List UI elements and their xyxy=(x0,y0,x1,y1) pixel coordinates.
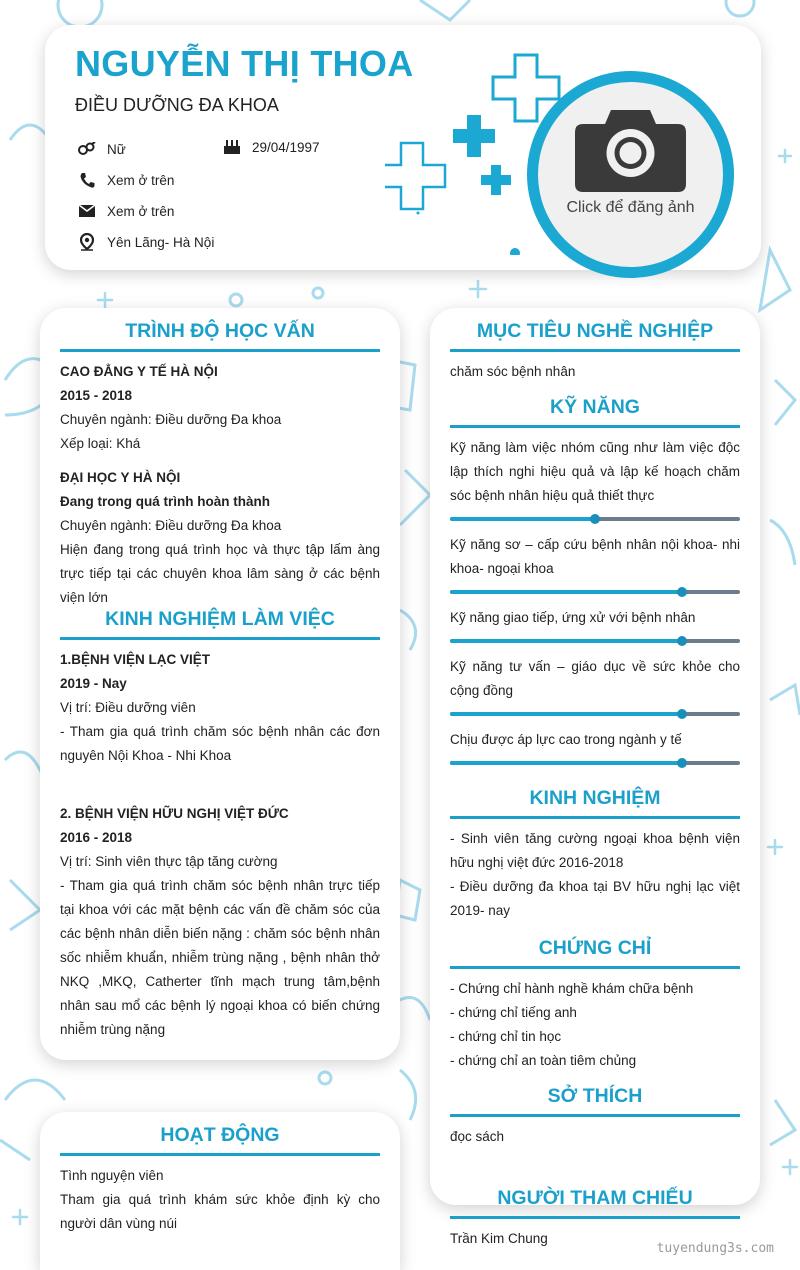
activity-title: HOẠT ĐỘNG xyxy=(60,1124,380,1156)
skill-bar-fill xyxy=(450,517,595,521)
work-entry xyxy=(60,648,380,768)
skill-item xyxy=(450,655,740,716)
skill-label: Kỹ năng sơ – cấp cứu bệnh nhân nội khoa- nhi khoa- ngoại khoa xyxy=(450,537,740,576)
school-major: Chuyên ngành: Điều dưỡng Đa khoa xyxy=(60,518,282,533)
education-title: TRÌNH ĐỘ HỌC VẤN xyxy=(60,320,380,352)
gender-value: Nữ xyxy=(107,141,126,157)
address-value: Yên Lãng- Hà Nội xyxy=(107,234,215,250)
references-text: Trần Kim Chung xyxy=(450,1231,548,1246)
work-section xyxy=(60,608,380,1042)
birthday-row xyxy=(223,138,320,156)
left-column-card xyxy=(40,308,400,1060)
objective-text: chăm sóc bệnh nhân xyxy=(450,364,576,379)
skill-bar-knob xyxy=(590,514,600,524)
hobbies-text: đọc sách xyxy=(450,1129,505,1144)
work-period: 2019 - Nay xyxy=(60,676,127,691)
certificates-list xyxy=(450,977,740,1073)
certificate-item: - chứng chỉ tin học xyxy=(450,1029,562,1044)
job-title: ĐIỀU DƯỠNG ĐA KHOA xyxy=(75,95,279,115)
photo-upload[interactable] xyxy=(527,71,734,278)
gender-row xyxy=(78,140,126,158)
camera-icon xyxy=(573,108,688,193)
activity-line: Tình nguyện viên xyxy=(60,1168,164,1183)
activity-content xyxy=(60,1164,380,1236)
objective-title: MỤC TIÊU NGHỀ NGHIỆP xyxy=(450,320,740,352)
skill-label: Kỹ năng tư vấn – giáo dục về sức khỏe cho cộng đồng xyxy=(450,659,740,698)
certificate-item: - chứng chỉ tiếng anh xyxy=(450,1005,577,1020)
birthday-value: 29/04/1997 xyxy=(252,139,320,155)
address-row xyxy=(78,233,214,251)
phone-icon xyxy=(78,171,96,189)
gender-icon xyxy=(78,140,96,158)
work-entry xyxy=(60,802,380,1042)
skill-bar xyxy=(450,590,740,594)
skill-bar xyxy=(450,517,740,521)
skill-label: Chịu được áp lực cao trong ngành y tế xyxy=(450,732,682,747)
certificates-title: CHỨNG CHỈ xyxy=(450,937,740,969)
education-section xyxy=(60,320,380,610)
work-title: KINH NGHIỆM LÀM VIỆC xyxy=(60,608,380,640)
birthday-cake-icon xyxy=(223,138,241,156)
experience-title: KINH NGHIỆM xyxy=(450,787,740,819)
photo-placeholder[interactable] xyxy=(538,82,723,267)
skill-bar-knob xyxy=(677,636,687,646)
school-period: Đang trong quá trình hoàn thành xyxy=(60,494,270,509)
school-major: Chuyên ngành: Điều dưỡng Đa khoa xyxy=(60,412,282,427)
experience-content xyxy=(450,827,740,923)
watermark: tuyendung3s.com xyxy=(656,1241,774,1256)
school-grade: Xếp loại: Khá xyxy=(60,436,141,451)
school-description: Hiện đang trong quá trình học và thực tập lấm àng trực tiếp tại các chuyên khoa lâm sàng ở các bệnh viện lớn xyxy=(60,542,380,605)
school-name: CAO ĐẲNG Y TẾ HÀ NỘI xyxy=(60,364,218,379)
work-description: - Tham gia quá trình chăm sóc bệnh nhân trực tiếp tại khoa với các mặt bệnh các vấn đề chăm sóc của các bệnh nhân diễn biến nặng : chăm sóc bệnh nhân sốc nhiễm khuẩn, nhiễm trùng nặng , bệnh nhân thở NKQ ,MKQ, Catherter tĩnh mạch trung tâm,bệnh nhân sau mổ các bệnh lý ngoại khoa có biến chứng nhiễm trùng nặng xyxy=(60,878,380,1037)
certificate-item: - Chứng chỉ hành nghề khám chữa bệnh xyxy=(450,981,694,996)
right-sections xyxy=(450,320,740,1251)
skill-item xyxy=(450,533,740,594)
work-position: Vị trí: Điều dưỡng viên xyxy=(60,700,196,715)
candidate-name: NGUYỄN THỊ THOA xyxy=(75,43,414,84)
company-name: 1.BỆNH VIỆN LẠC VIỆT xyxy=(60,652,211,667)
skill-item xyxy=(450,728,740,765)
skill-bar-fill xyxy=(450,639,682,643)
skill-item xyxy=(450,606,740,643)
phone-value: Xem ở trên xyxy=(107,172,175,188)
skill-bar-knob xyxy=(677,709,687,719)
work-period: 2016 - 2018 xyxy=(60,830,133,845)
skill-bar xyxy=(450,712,740,716)
skill-bar xyxy=(450,761,740,765)
experience-line: - Sinh viên tăng cường ngoại khoa bệnh viện hữu nghị việt đức 2016-2018 xyxy=(450,831,740,870)
envelope-icon xyxy=(78,202,96,220)
skills-list xyxy=(450,436,740,765)
skill-bar-knob xyxy=(677,758,687,768)
right-column-card xyxy=(430,308,760,1246)
work-description: - Tham gia quá trình chăm sóc bệnh nhân các đơn nguyên Nội Khoa - Nhi Khoa xyxy=(60,724,380,763)
education-entry xyxy=(60,360,380,456)
activity-line: Tham gia quá trình khám sức khỏe định kỳ cho người dân vùng núi xyxy=(60,1192,380,1231)
skill-label: Kỹ năng làm việc nhóm cũng như làm việc độc lập thích nghi hiệu quả và lập kế hoạch chăm sóc bệnh nhân hiệu quả thiết thực xyxy=(450,440,740,503)
skill-item xyxy=(450,436,740,521)
phone-row xyxy=(78,171,174,189)
education-entry xyxy=(60,466,380,610)
experience-line: - Điều dưỡng đa khoa tại BV hữu nghị lạc việt 2019- nay xyxy=(450,879,740,918)
hobbies-title: SỞ THÍCH xyxy=(450,1085,740,1117)
certificate-item: - chứng chỉ an toàn tiêm chủng xyxy=(450,1053,637,1068)
skill-bar-fill xyxy=(450,590,682,594)
school-name: ĐẠI HỌC Y HÀ NỘI xyxy=(60,470,181,485)
skill-bar-fill xyxy=(450,712,682,716)
skill-bar-knob xyxy=(677,587,687,597)
email-row xyxy=(78,202,174,220)
location-pin-icon xyxy=(78,233,96,251)
school-period: 2015 - 2018 xyxy=(60,388,133,403)
email-value: Xem ở trên xyxy=(107,203,175,219)
work-position: Vị trí: Sinh viên thực tập tăng cường xyxy=(60,854,278,869)
photo-upload-label: Click để đăng ảnh xyxy=(566,199,695,216)
references-title: NGƯỜI THAM CHIẾU xyxy=(450,1187,740,1219)
company-name: 2. BỆNH VIỆN HỮU NGHỊ VIỆT ĐỨC xyxy=(60,806,289,821)
skills-title: KỸ NĂNG xyxy=(450,396,740,428)
activity-card xyxy=(40,1112,400,1270)
skill-label: Kỹ năng giao tiếp, ứng xử với bệnh nhân xyxy=(450,610,696,625)
skill-bar xyxy=(450,639,740,643)
activity-section xyxy=(60,1124,380,1236)
header-card xyxy=(45,25,761,270)
skill-bar-fill xyxy=(450,761,682,765)
